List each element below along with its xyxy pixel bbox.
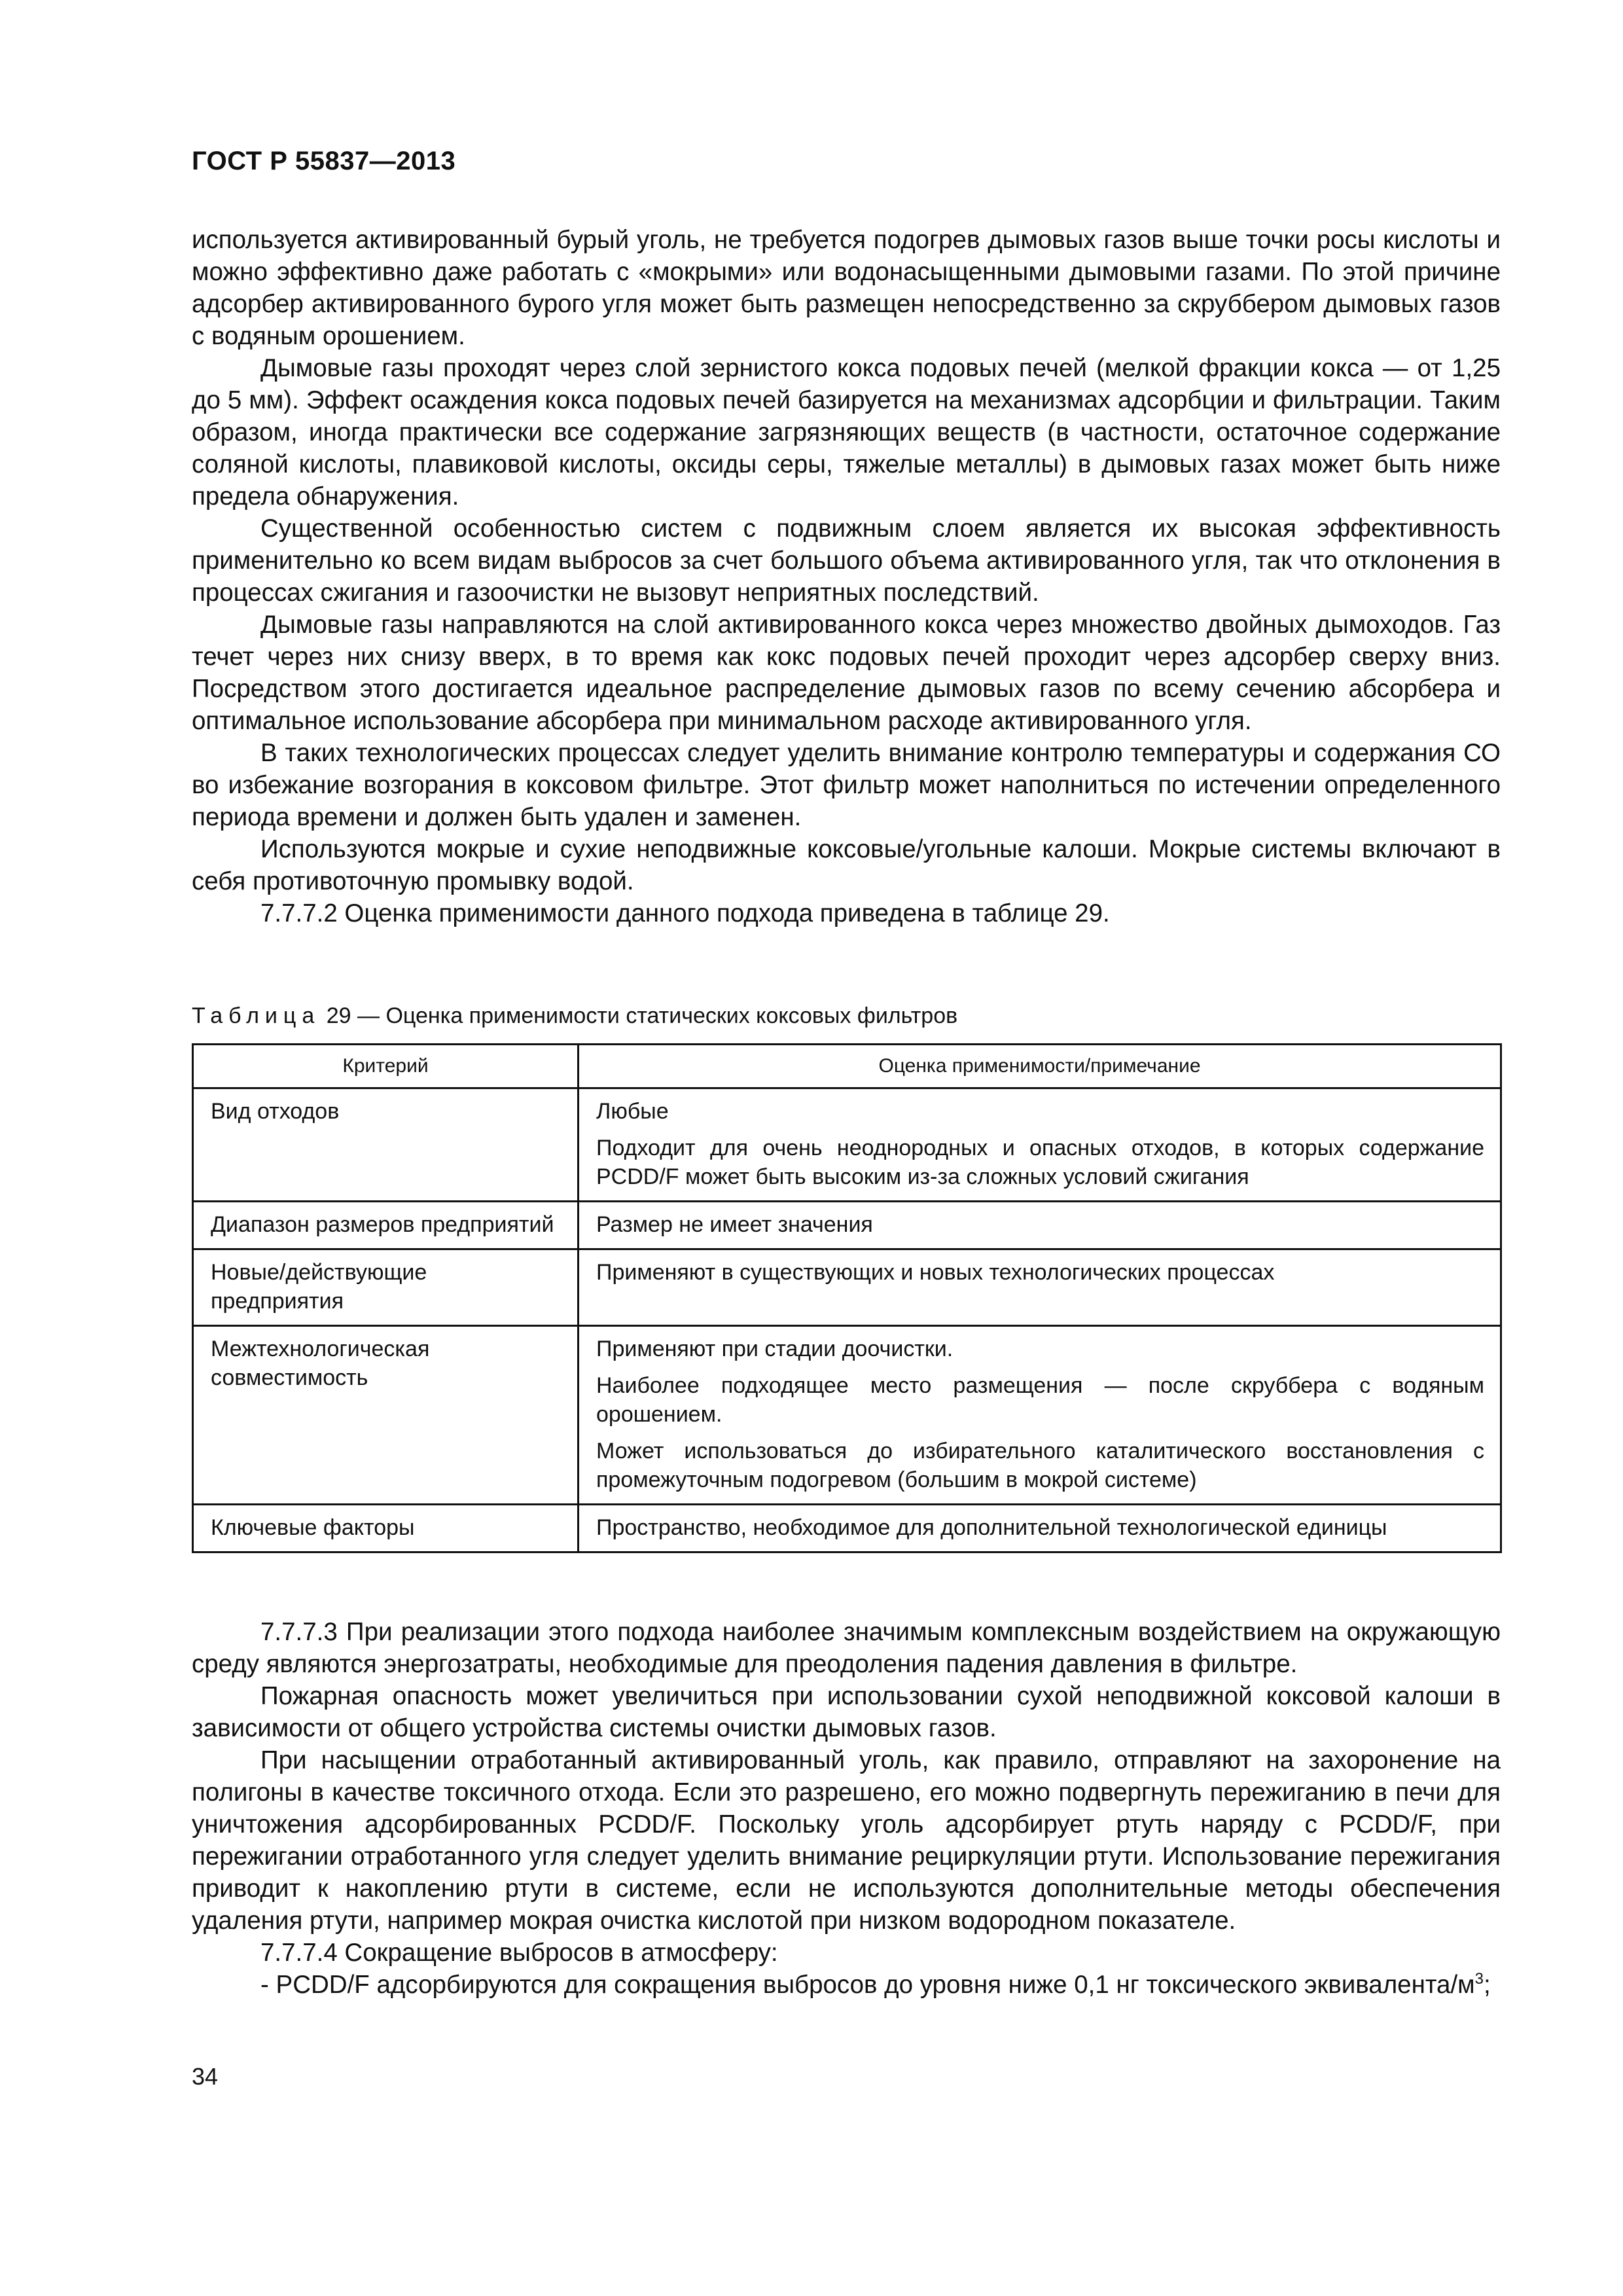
table-caption-label: Таблица xyxy=(192,1003,321,1028)
assessment-note: Наиболее подходящее место размещения — после скруббера с водяным орошением. xyxy=(596,1373,1484,1427)
criterion-cell: Межтехнологическая совместимость xyxy=(193,1326,579,1505)
paragraph-emission-limit xyxy=(192,1969,1501,2001)
table-row xyxy=(193,1249,1501,1326)
assessment-note: Пространство, необходимое для дополнительной технологической единицы xyxy=(596,1515,1387,1540)
applicability-table xyxy=(192,1043,1502,1553)
table-body xyxy=(193,1088,1501,1552)
assessment-note: Размер не имеет значения xyxy=(596,1212,873,1237)
assessment-note: Применяют при стадии доочистки. xyxy=(596,1336,954,1361)
paragraph: Дымовые газы направляются на слой активированного кокса через множество двойных дымоходов. Газ течет через них снизу вверх, в то время как кокс подовых печей проходит через адсорбер сверху вниз. Посредством этого достигается идеальное распределение дымовых газов по всему сечению абсорбера и оптимальное использование абсорбера при минимальном расходе активированного угля. xyxy=(192,611,1501,735)
criterion-cell: Ключевые факторы xyxy=(193,1505,579,1552)
paragraph: В таких технологических процессах следует уделить внимание контролю температуры и содержания СО во избежание возгорания в коксовом фильтре. Этот фильтр может наполниться по истечении определенного периода времени и должен быть удален и заменен. xyxy=(192,739,1501,831)
body-text-bottom xyxy=(192,1616,1501,2001)
paragraph: При насыщении отработанный активированный уголь, как правило, отправляют на захоронение на полигоны в качестве токсичного отхода. Если это разрешено, его можно подвергнуть пережиганию в печи для уничтожения адсорбированных PCDD/F. Поскольку уголь адсорбирует ртуть наряду с PCDD/F, при пережигании отработанного угля следует уделить внимание рециркуляции ртути. Использование пережигания приводит к накоплению ртути в системе, если не используются дополнительные методы обеспечения удаления ртути, например мокрая очистка кислотой при низком водородном показателе. xyxy=(192,1746,1501,1935)
page-number: 34 xyxy=(192,2063,219,2090)
paragraph: Существенной особенностью систем с подвижным слоем является их высокая эффективность применительно ко всем видам выбросов за счет большого объема активированного угля, так что отклонения в процессах сжигания и газоочистки не вызовут неприятных последствий. xyxy=(192,514,1501,607)
assessment-note: Любые xyxy=(596,1099,669,1124)
criterion-cell: Вид отходов xyxy=(193,1088,579,1202)
assessment-cell xyxy=(579,1249,1501,1326)
assessment-cell xyxy=(579,1088,1501,1202)
paragraph: 7.7.7.3 При реализации этого подхода наиболее значимым комплексным воздействием на окружающую среду являются энергозатраты, необходимые для преодоления падения давления в фильтре. xyxy=(192,1618,1501,1678)
criterion-cell: Диапазон размеров предприятий xyxy=(193,1202,579,1249)
table-header-row xyxy=(193,1045,1501,1088)
paragraph: Пожарная опасность может увеличиться при использовании сухой неподвижной коксовой калоши в зависимости от общего устройства системы очистки дымовых газов. xyxy=(192,1682,1501,1742)
column-header-assessment: Оценка применимости/примечание xyxy=(579,1045,1501,1088)
table-row xyxy=(193,1505,1501,1552)
table-row xyxy=(193,1088,1501,1202)
assessment-cell xyxy=(579,1505,1501,1552)
criterion-cell: Новые/действующие предприятия xyxy=(193,1249,579,1326)
table-caption xyxy=(192,1001,957,1030)
column-header-criterion: Критерий xyxy=(193,1045,579,1088)
paragraph: используется активированный бурый уголь, не требуется подогрев дымовых газов выше точки росы кислоты и можно эффективно даже работать с «мокрыми» или водонасыщенными дымовыми газами. По этой причине адсорбер активированного бурого угля может быть размещен непосредственно за скруббером дымовых газов с водяным орошением. xyxy=(192,226,1501,350)
assessment-cell xyxy=(579,1202,1501,1249)
assessment-note: Применяют в существующих и новых технологических процессах xyxy=(596,1260,1275,1285)
emission-limit-tail: ; xyxy=(1484,1971,1491,1999)
paragraph: 7.7.7.2 Оценка применимости данного подхода приведена в таблице 29. xyxy=(260,899,1110,927)
table-row xyxy=(193,1326,1501,1505)
table-caption-title: 29 — Оценка применимости статических коксовых фильтров xyxy=(320,1003,958,1028)
unit-superscript: 3 xyxy=(1474,1970,1484,1988)
paragraph: Дымовые газы проходят через слой зернистого кокса подовых печей (мелкой фракции кокса — от 1,25 до 5 мм). Эффект осаждения кокса подовых печей базируется на механизмах адсорбции и фильтрации. Таким образом, иногда практически все содержание загрязняющих веществ (в частности, остаточное содержание соляной кислоты, плавиковой кислоты, оксиды серы, тяжелые металлы) в дымовых газах может быть ниже предела обнаружения. xyxy=(192,354,1501,511)
emission-limit-text: - PCDD/F адсорбируются для сокращения выбросов до уровня ниже 0,1 нг токсического эквивалента/м xyxy=(260,1971,1475,1999)
assessment-note: Может использоваться до избирательного каталитического восстановления с промежуточным подогревом (большим в мокрой системе) xyxy=(596,1439,1484,1492)
paragraph: 7.7.7.4 Сокращение выбросов в атмосферу: xyxy=(260,1939,778,1967)
body-text-top xyxy=(192,224,1501,929)
assessment-note: Подходит для очень неоднородных и опасных отходов, в которых содержание PCDD/F может быть высоким из-за сложных условий сжигания xyxy=(596,1136,1484,1189)
table-row xyxy=(193,1202,1501,1249)
paragraph: Используются мокрые и сухие неподвижные коксовые/угольные калоши. Мокрые системы включают в себя противоточную промывку водой. xyxy=(192,835,1501,895)
standard-header: ГОСТ Р 55837—2013 xyxy=(192,147,456,175)
assessment-cell xyxy=(579,1326,1501,1505)
